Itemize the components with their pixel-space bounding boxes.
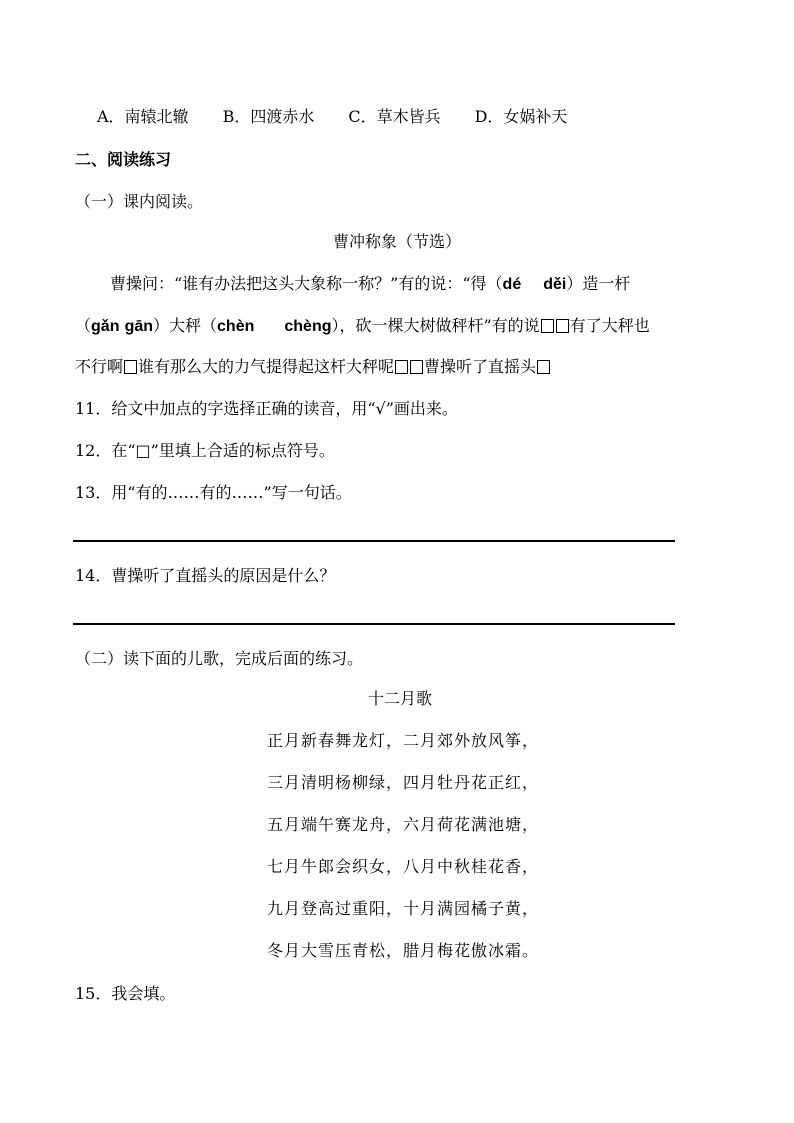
blank-box[interactable] [537,360,550,374]
passage-title: 曹冲称象（节选） [332,232,461,251]
question-14: 14．曹操听了直摇头的原因是什么？ [75,566,336,585]
blank-box[interactable] [541,319,554,333]
option-b: B．四渡赤水 [222,107,315,126]
blank-box[interactable] [395,360,408,374]
question-15: 15．我会填。 [75,984,176,1003]
poem-line: 正月新春舞龙灯，二月郊外放风筝， [266,731,539,750]
blank-box[interactable] [410,360,423,374]
part1-heading: （一）课内阅读。 [75,192,204,211]
pinyin-cheng: chèng [284,318,332,335]
pinyin-gan3: gǎn [91,318,120,335]
options-row [97,107,567,127]
answer-line-13[interactable] [73,540,675,542]
section-title: 二、阅读练习 [75,150,172,169]
poem-line: 九月登高过重阳，十月满园橘子黄， [266,899,539,918]
passage-line-3: 不行啊 谁有那么大的力气提得起这杆大秤呢 曹操听了直摇头 [75,357,551,377]
pinyin-gan1: gān [124,318,154,335]
question-12: 12．在“□”里填上合适的标点符号。 [75,441,335,460]
passage-line-1: 曹操问：“谁有办法把这头大象称一称？”有的说：“得（dé děi）造一杆 [110,274,631,293]
pinyin-dei: děi [543,276,567,293]
option-c: C．草木皆兵 [348,107,441,126]
option-d: D．女娲补天 [474,107,568,126]
blank-box[interactable] [124,360,137,374]
poem-line: 七月牛郎会织女，八月中秋桂花香， [266,857,539,876]
poem-line: 冬月大雪压青松，腊月梅花傲冰霜。 [266,941,539,960]
poem-line: 五月端午赛龙舟，六月荷花满池塘， [266,815,539,834]
question-11: 11．给文中加点的字选择正确的读音，用“√”画出来。 [75,399,458,418]
passage-line-2: （gǎn gān）大秤（chèn chèng），砍一棵大树做秤杆”有的说 有了大秤也 [75,316,650,335]
question-13: 13．用“有的……有的……”写一句话。 [75,483,352,502]
blank-box[interactable] [556,319,569,333]
option-a: A．南辕北辙 [97,107,189,126]
pinyin-de: dé [502,276,522,293]
poem-line: 三月清明杨柳绿，四月牡丹花正红， [266,773,539,792]
poem-title: 十二月歌 [367,689,432,708]
pinyin-chen: chèn [217,318,255,335]
part2-heading: （二）读下面的儿歌，完成后面的练习。 [75,649,364,668]
answer-line-14[interactable] [73,623,675,625]
